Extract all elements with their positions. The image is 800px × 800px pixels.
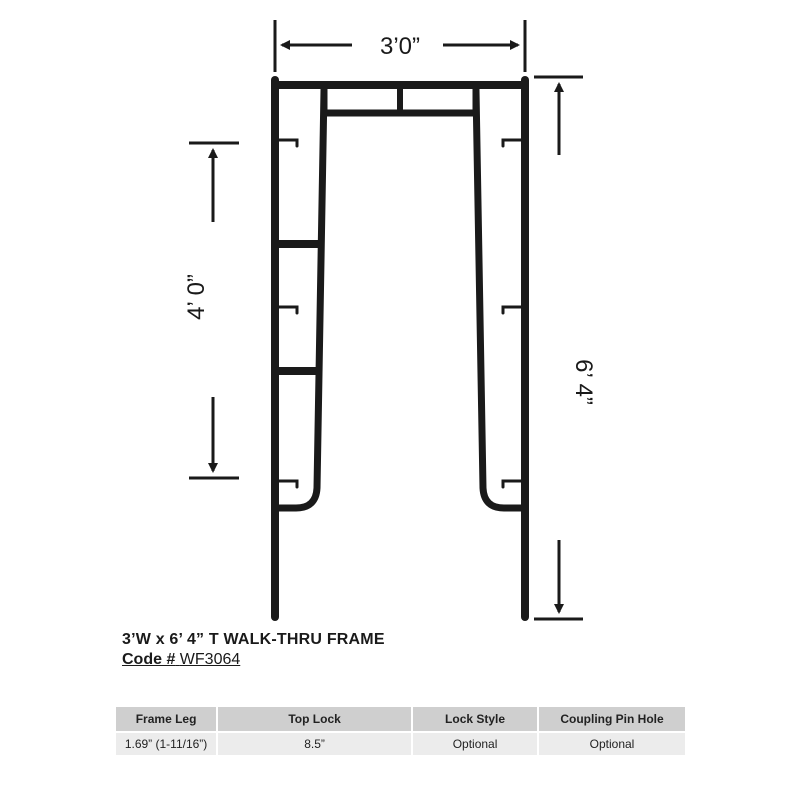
table-row [116,733,685,755]
header-coupling-pin-hole: Coupling Pin Hole [539,707,685,731]
frame-structure [275,80,525,617]
cell-coupling-pin-hole: Optional [539,733,685,755]
cell-top-lock: 8.5” [218,733,411,755]
cell-frame-leg: 1.69” (1-11/16”) [116,733,216,755]
lock-pin-left-2 [279,307,297,313]
lock-pin-right-2 [503,307,521,313]
frame-caption [122,630,385,670]
lock-pin-left-3 [279,481,297,487]
header-lock-style: Lock Style [413,707,537,731]
header-frame-leg: Frame Leg [116,707,216,731]
code-label: Code # [122,651,176,668]
lock-pin-right-1 [503,140,521,146]
spec-header-row [116,707,685,731]
left-inner-leg [279,90,324,508]
frame-title: 3’W x 6’ 4” T WALK-THRU FRAME [122,631,385,648]
right-inner-leg [476,90,521,508]
frame-code [122,650,385,670]
spec-table [114,705,687,757]
inner-height-dimension-label: 4’ 0” [183,274,210,320]
lock-pin-right-3 [503,481,521,487]
header-top-lock: Top Lock [218,707,411,731]
lock-pin-left-1 [279,140,297,146]
code-value: WF3064 [179,651,241,668]
width-dimension-label: 3’0” [379,33,421,60]
cell-lock-style: Optional [413,733,537,755]
overall-height-dimension-label: 6’ 4” [570,359,597,405]
overall-height-dimension [534,77,583,619]
